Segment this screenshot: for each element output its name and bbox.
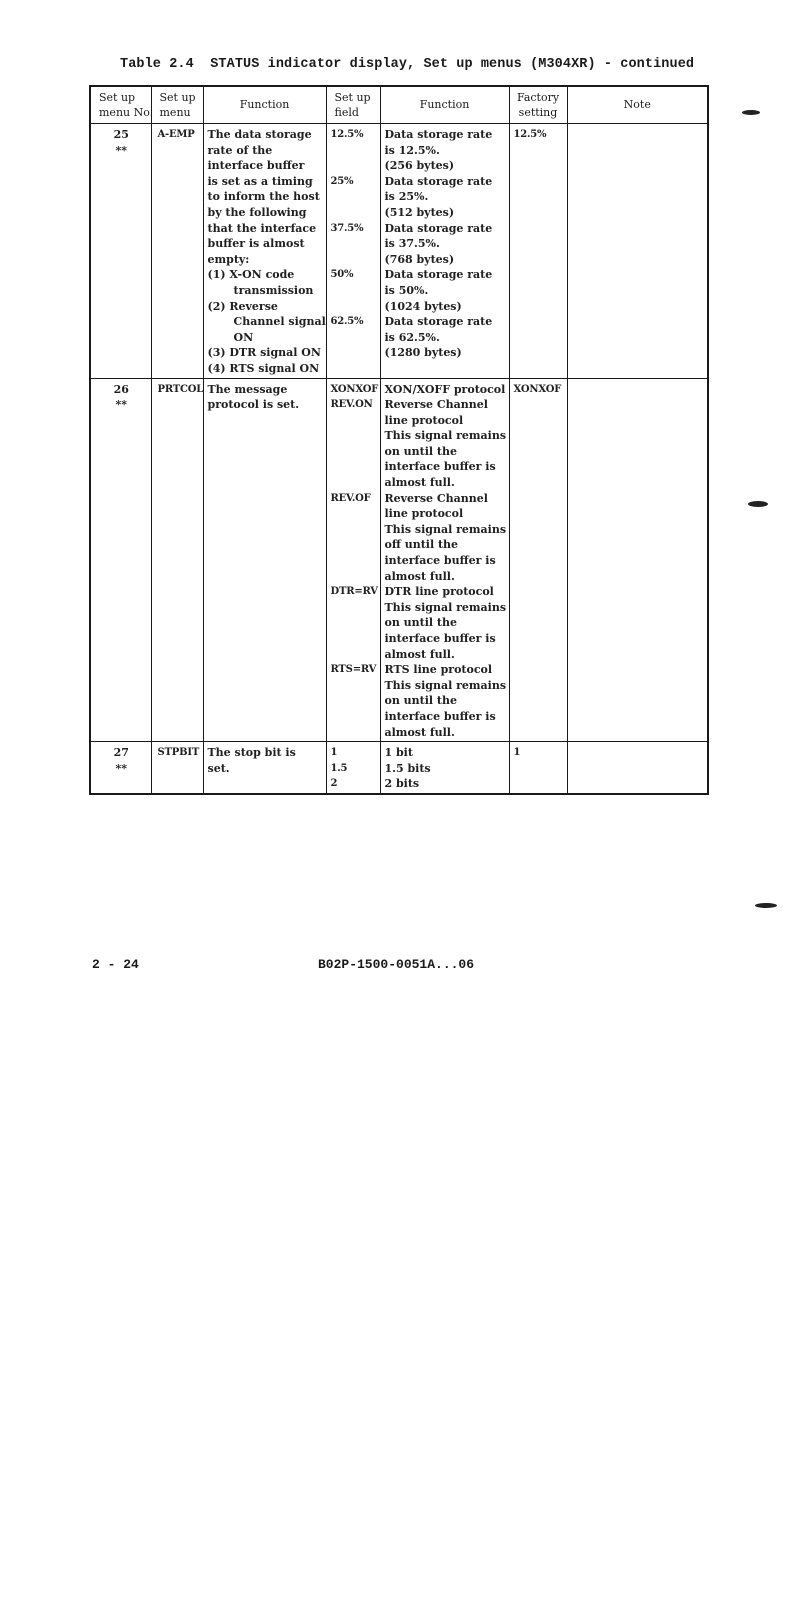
setup-field-value [331,361,377,377]
setup-field-value [331,459,377,475]
setup-field-value [331,283,377,299]
function-line: ON [233,330,254,344]
function-detail-line: line protocol [384,507,464,521]
function-detail-line: Reverse Channel [384,398,488,412]
setup-field-value: 37.5% [330,222,364,234]
setup-field-value [331,600,377,616]
function-detail-line: Data storage rate [384,174,493,188]
function-line: protocol is set. [207,398,300,412]
function-detail-line: on until the [384,694,458,708]
setup-field-value: 12.5% [330,129,364,140]
function-detail-cell [380,378,509,742]
setup-field-value [331,615,377,631]
setup-field-value [331,299,377,315]
function-line: interface buffer [207,159,305,173]
setup-field-value [331,428,377,444]
function-detail-line: (1280 bytes) [384,346,462,360]
header-function: Function [203,86,326,124]
setup-field-value: 2 [330,778,338,790]
setup-field-cell [326,378,380,742]
menu-number: 25 [113,128,129,141]
header-note: Note [567,86,708,124]
setup-field-value: 62.5% [330,316,364,328]
scan-mark [755,903,777,908]
table-row [90,742,708,794]
setup-field-value [331,143,377,159]
setup-field-value [331,252,377,268]
header-function-2: Function [380,86,509,124]
factory-setting: XONXOF [513,383,562,395]
header-menu: Set up menu [151,86,203,124]
function-detail-line: off until the [384,538,459,552]
page-number: 2 - 24 [92,957,139,972]
function-detail-line: almost full. [384,476,455,490]
setup-field-value: REV.ON [330,399,373,411]
function-detail-line: is 25%. [384,190,429,204]
scan-mark [748,501,768,507]
function-detail-line: is 37.5%. [384,237,440,251]
function-line: (4) RTS signal ON [207,361,320,375]
function-line: buffer is almost [207,237,305,251]
factory-setting-cell [509,124,567,379]
menu-number-stars: ** [115,143,127,157]
function-detail-line: (512 bytes) [384,205,455,219]
setup-field-value [331,537,377,553]
menu-number-cell [90,378,151,742]
document-id: B02P-1500-0051A...06 [318,957,475,972]
menu-name: STPBIT [157,747,200,759]
function-detail-line: line protocol [384,413,464,427]
function-detail-line: Data storage rate [384,315,493,329]
factory-setting-cell [509,742,567,794]
setup-field-value: REV.OF [330,492,371,504]
header-factory-setting: Factory setting [509,86,567,124]
factory-setting: 12.5% [513,129,547,140]
function-detail-line: 2 bits [384,777,420,791]
function-detail-line: on until the [384,444,458,458]
menu-number-cell [90,742,151,794]
setup-field-value [331,413,377,429]
function-line: Channel signal [233,315,326,329]
function-detail-line: is 50%. [384,283,429,297]
function-detail-line: XON/XOFF protocol [384,382,506,396]
function-detail-line: interface buffer is [384,709,496,723]
function-cell [203,124,326,379]
setup-field-value: DTR=RV [330,586,378,598]
menu-number-stars: ** [115,398,127,412]
menu-name: PRTCOL [157,383,204,395]
function-line: to inform the host [207,190,320,204]
setup-field-value: 1 [330,747,338,759]
setup-field-value [331,158,377,174]
function-line: rate of the [207,143,273,157]
function-line: by the following [207,205,307,219]
setup-field-value [331,553,377,569]
function-detail-line: (1024 bytes) [384,299,462,313]
function-detail-line: DTR line protocol [384,585,494,599]
menu-name-cell [151,124,203,379]
setup-field-value [331,205,377,221]
table-row [90,124,708,379]
note-cell [567,378,708,742]
function-detail-line: This signal remains [384,678,507,692]
menu-number: 27 [113,746,129,760]
function-cell [203,742,326,794]
function-detail-line [385,361,506,377]
function-detail-line: 1 bit [384,746,413,760]
table-row [90,378,708,742]
header-menu-no: Set up menu No. [90,86,151,124]
factory-setting: 1 [513,747,521,759]
setup-field-value [331,475,377,491]
function-line: The message [207,382,288,396]
page-title: Table 2.4 STATUS indicator display, Set up menus (M304XR) - continued [120,57,695,72]
function-detail-line: almost full. [384,569,455,583]
status-table [89,85,709,795]
function-detail-line: is 62.5%. [384,330,440,344]
function-detail-line: interface buffer is [384,460,496,474]
setup-field-value [331,725,377,741]
function-line: (2) Reverse [207,299,278,313]
function-line: empty: [207,252,250,266]
setup-field-value [331,236,377,252]
setup-field-value [331,522,377,538]
setup-field-value [331,444,377,460]
setup-field-value: 50% [330,269,354,281]
setup-field-cell [326,124,380,379]
function-detail-line: is 12.5%. [384,143,440,157]
function-line: is set as a timing [207,174,313,188]
scan-mark [742,110,760,115]
function-detail-line: on until the [384,616,458,630]
menu-number: 26 [113,382,129,396]
setup-field-value [331,569,377,585]
setup-field-value [331,647,377,663]
function-detail-line: Data storage rate [384,221,493,235]
header-row [90,86,708,124]
function-detail-cell [380,742,509,794]
function-detail-line: (768 bytes) [384,252,455,266]
setup-field-value [331,506,377,522]
function-line: that the interface [207,221,317,235]
function-detail-line: This signal remains [384,429,507,443]
menu-name-cell [151,378,203,742]
setup-field-value [331,709,377,725]
setup-field-value: 25% [330,175,354,187]
function-detail-cell [380,124,509,379]
function-detail-line: almost full. [384,647,455,661]
function-detail-line: (256 bytes) [384,159,455,173]
note-cell [567,124,708,379]
function-detail-line: This signal remains [384,600,507,614]
factory-setting-cell [509,378,567,742]
function-line: The data storage [207,128,312,141]
setup-field-value: XONXOF [330,383,379,395]
function-detail-line: Data storage rate [384,128,493,141]
menu-number-stars: ** [115,761,127,775]
function-cell [203,378,326,742]
function-line: transmission [233,283,314,297]
setup-field-value: 1.5 [330,762,348,774]
setup-field-value [331,678,377,694]
function-detail-line: almost full. [384,725,455,739]
menu-name: A-EMP [157,129,195,140]
function-detail-line: interface buffer is [384,554,496,568]
setup-field-value [331,345,377,361]
function-detail-line: Reverse Channel [384,491,488,505]
function-detail-line: 1.5 bits [384,761,431,775]
menu-number-cell [90,124,151,379]
note-cell [567,742,708,794]
setup-field-value [331,631,377,647]
setup-field-value [331,693,377,709]
function-line: (3) DTR signal ON [207,346,321,360]
function-detail-line: This signal remains [384,522,507,536]
setup-field-value: RTS=RV [330,664,377,676]
setup-field-value [331,330,377,346]
function-detail-line: Data storage rate [384,268,493,282]
setup-field-cell [326,742,380,794]
function-line: (1) X-ON code [207,268,295,282]
header-field: Set up field [326,86,380,124]
function-detail-line: interface buffer is [384,632,496,645]
function-detail-line: RTS line protocol [384,663,493,677]
function-line: set. [207,761,230,775]
menu-name-cell [151,742,203,794]
setup-field-value [331,189,377,205]
function-line: The stop bit is [207,746,296,760]
